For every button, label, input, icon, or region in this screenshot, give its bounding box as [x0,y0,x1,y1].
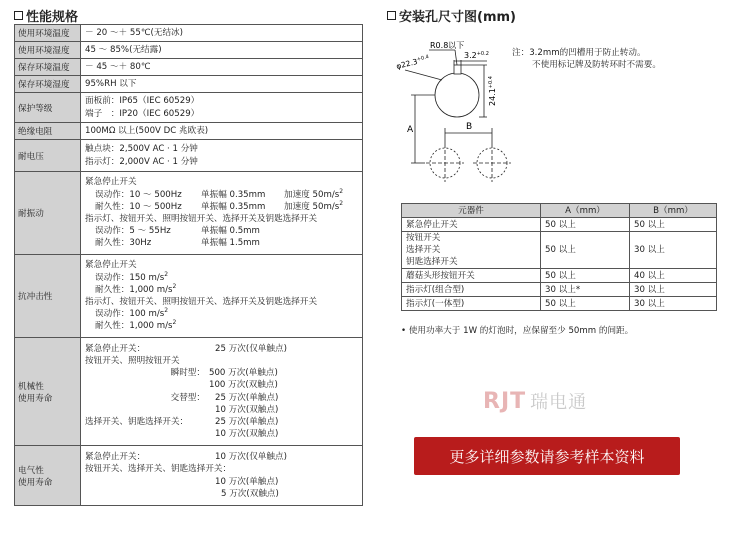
table-footnote: • 使用功率大于 1W 的灯泡时，应保留至少 50mm 的间距。 [401,326,634,336]
value-line: 紧急停止开关： 25 万次(仅单触点) [85,343,287,354]
row-value: － 20 ～＋ 55℃(无结冰) [81,25,363,42]
row-label: 使用环境湿度 [15,42,81,59]
spec-table [14,24,363,506]
value-line: 10 万次(单触点) [215,476,279,487]
anti-rotation-notch [454,65,461,74]
value-line: 10 万次(双触点) [215,429,279,440]
table-row [15,59,363,76]
table-row: 指示灯(一体型) 50 以上 30 以上 [402,297,717,311]
row-label: 保存环境温度 [15,59,81,76]
value-line: 误动作：100 $m/s^2$ [95,307,169,320]
value-line: 瞬时型： 500 万次(单触点) [170,368,278,379]
table-row: 指示灯(组合型) 30 以上* 30 以上 [402,283,717,297]
value-line: 5 万次(双触点) [221,488,279,499]
row-label: 机械性 使用寿命 [15,338,81,446]
row-label: 耐振动 [15,172,81,255]
value-line: 选择开关、钥匙选择开关： 25 万次(单触点) [85,416,279,427]
value-line: 指示灯、按钮开关、照明按钮开关、选择开关及钥匙选择开关 [85,297,318,307]
value-line: 紧急停止开关 [85,260,137,271]
row-value [81,172,363,255]
table-row: 紧急停止开关 50 以上 50 以上 [402,218,717,232]
notch-height-label: $24.1^{+0.4}$ [488,76,497,106]
checkbox-square-icon [387,11,396,20]
value-line: 交替型： 25 万次(单触点) [170,392,279,403]
dimension-b-label: B [466,122,473,132]
table-row [15,446,363,506]
row-label: 保护等级 [15,93,81,123]
row-label: 耐电压 [15,140,81,172]
row-value: 95%RH 以下 [81,76,363,93]
row-label: 保存环境湿度 [15,76,81,93]
value-line: 耐久性：10 ～ 500Hz 单振幅 0.35mm 加速度 $50m/s^2$ [95,199,344,212]
table-row: 按钮开关 选择开关 钥匙选择开关 50 以上 30 以上 [402,232,717,269]
value-line: 耐久性：1,000 $m/s^2$ [95,319,177,332]
mounting-distance-table [401,203,717,311]
row-value [81,93,363,123]
value-line: 10 万次(双触点) [215,404,279,415]
row-label: 绝缘电阻 [15,123,81,140]
radius-label: R0.8以下 [430,41,465,50]
row-label: 抗冲击性 [15,255,81,338]
value-line: 误动作：5 ～ 55Hz 单振幅 0.5mm [95,226,260,237]
notch-width-label: $3.2^{+0.2}$ [464,51,489,60]
table-row [15,76,363,93]
row-label: 使用环境温度 [15,25,81,42]
row-value [81,140,363,172]
column-header: A（mm） [541,204,630,218]
row-value: 100MΩ 以上(500V DC 兆欧表) [81,123,363,140]
table-row: 蘑菇头形按钮开关 50 以上 40 以上 [402,269,717,283]
row-value [81,255,363,338]
table-row [15,140,363,172]
dimension-a-label: A [407,125,414,135]
value-line: 面板前：IP65（IEC 60529） [85,96,200,107]
value-line: 端子 ：IP20（IEC 60529） [85,108,200,119]
value-line: 耐久性：1,000 $m/s^2$ [95,282,177,295]
table-row [15,123,363,140]
mount-section-title: 安装孔尺寸图(mm) [387,6,516,25]
value-line: 按钮开关、照明按钮开关 [85,355,180,366]
row-value [81,338,363,446]
row-value [81,446,363,506]
column-header: B（mm） [630,204,717,218]
spec-section-title: 性能规格 [14,6,78,25]
value-line: 误动作：150 $m/s^2$ [95,270,169,283]
table-row [15,338,363,446]
value-line: 误动作：10 ～ 500Hz 单振幅 0.35mm 加速度 $50m/s^2$ [95,187,344,200]
value-line: 指示灯：2,000V AC · 1 分钟 [85,156,198,167]
value-line: 紧急停止开关 [85,177,137,188]
table-row [15,25,363,42]
table-row [15,93,363,123]
value-line: 100 万次(双触点) [209,380,278,391]
value-line: 指示灯、按钮开关、照明按钮开关、选择开关及钥匙选择开关 [85,214,318,224]
column-header: 元器件 [402,204,541,218]
more-details-banner[interactable]: 更多详细参数请参考样本资料 [414,437,680,475]
row-label: 电气性 使用寿命 [15,446,81,506]
value-line: 按钮开关、选择开关、钥匙选择开关： [85,464,232,475]
mounting-hole-drawing [387,40,517,190]
row-value: 45 ～ 85%(无结露) [81,42,363,59]
value-line: 紧急停止开关： 10 万次(仅单触点) [85,452,287,463]
value-line: 耐久性：30Hz 单振幅 1.5mm [95,238,260,249]
diameter-label: $\varphi 22.3^{+0.4}$ [395,54,430,71]
brand-logo: RJT 瑞电通 [483,389,588,414]
checkbox-square-icon [14,11,23,20]
value-line: 触点块：2,500V AC · 1 分钟 [85,144,198,155]
table-row [15,172,363,255]
table-row [15,255,363,338]
drawing-note: 注：3.2mm的凹槽用于防止转动。 不使用标记牌及防转环时不需要。 [512,48,661,70]
table-row [15,42,363,59]
row-value: － 45 ～＋ 80℃ [81,59,363,76]
table-header-row [402,204,717,218]
